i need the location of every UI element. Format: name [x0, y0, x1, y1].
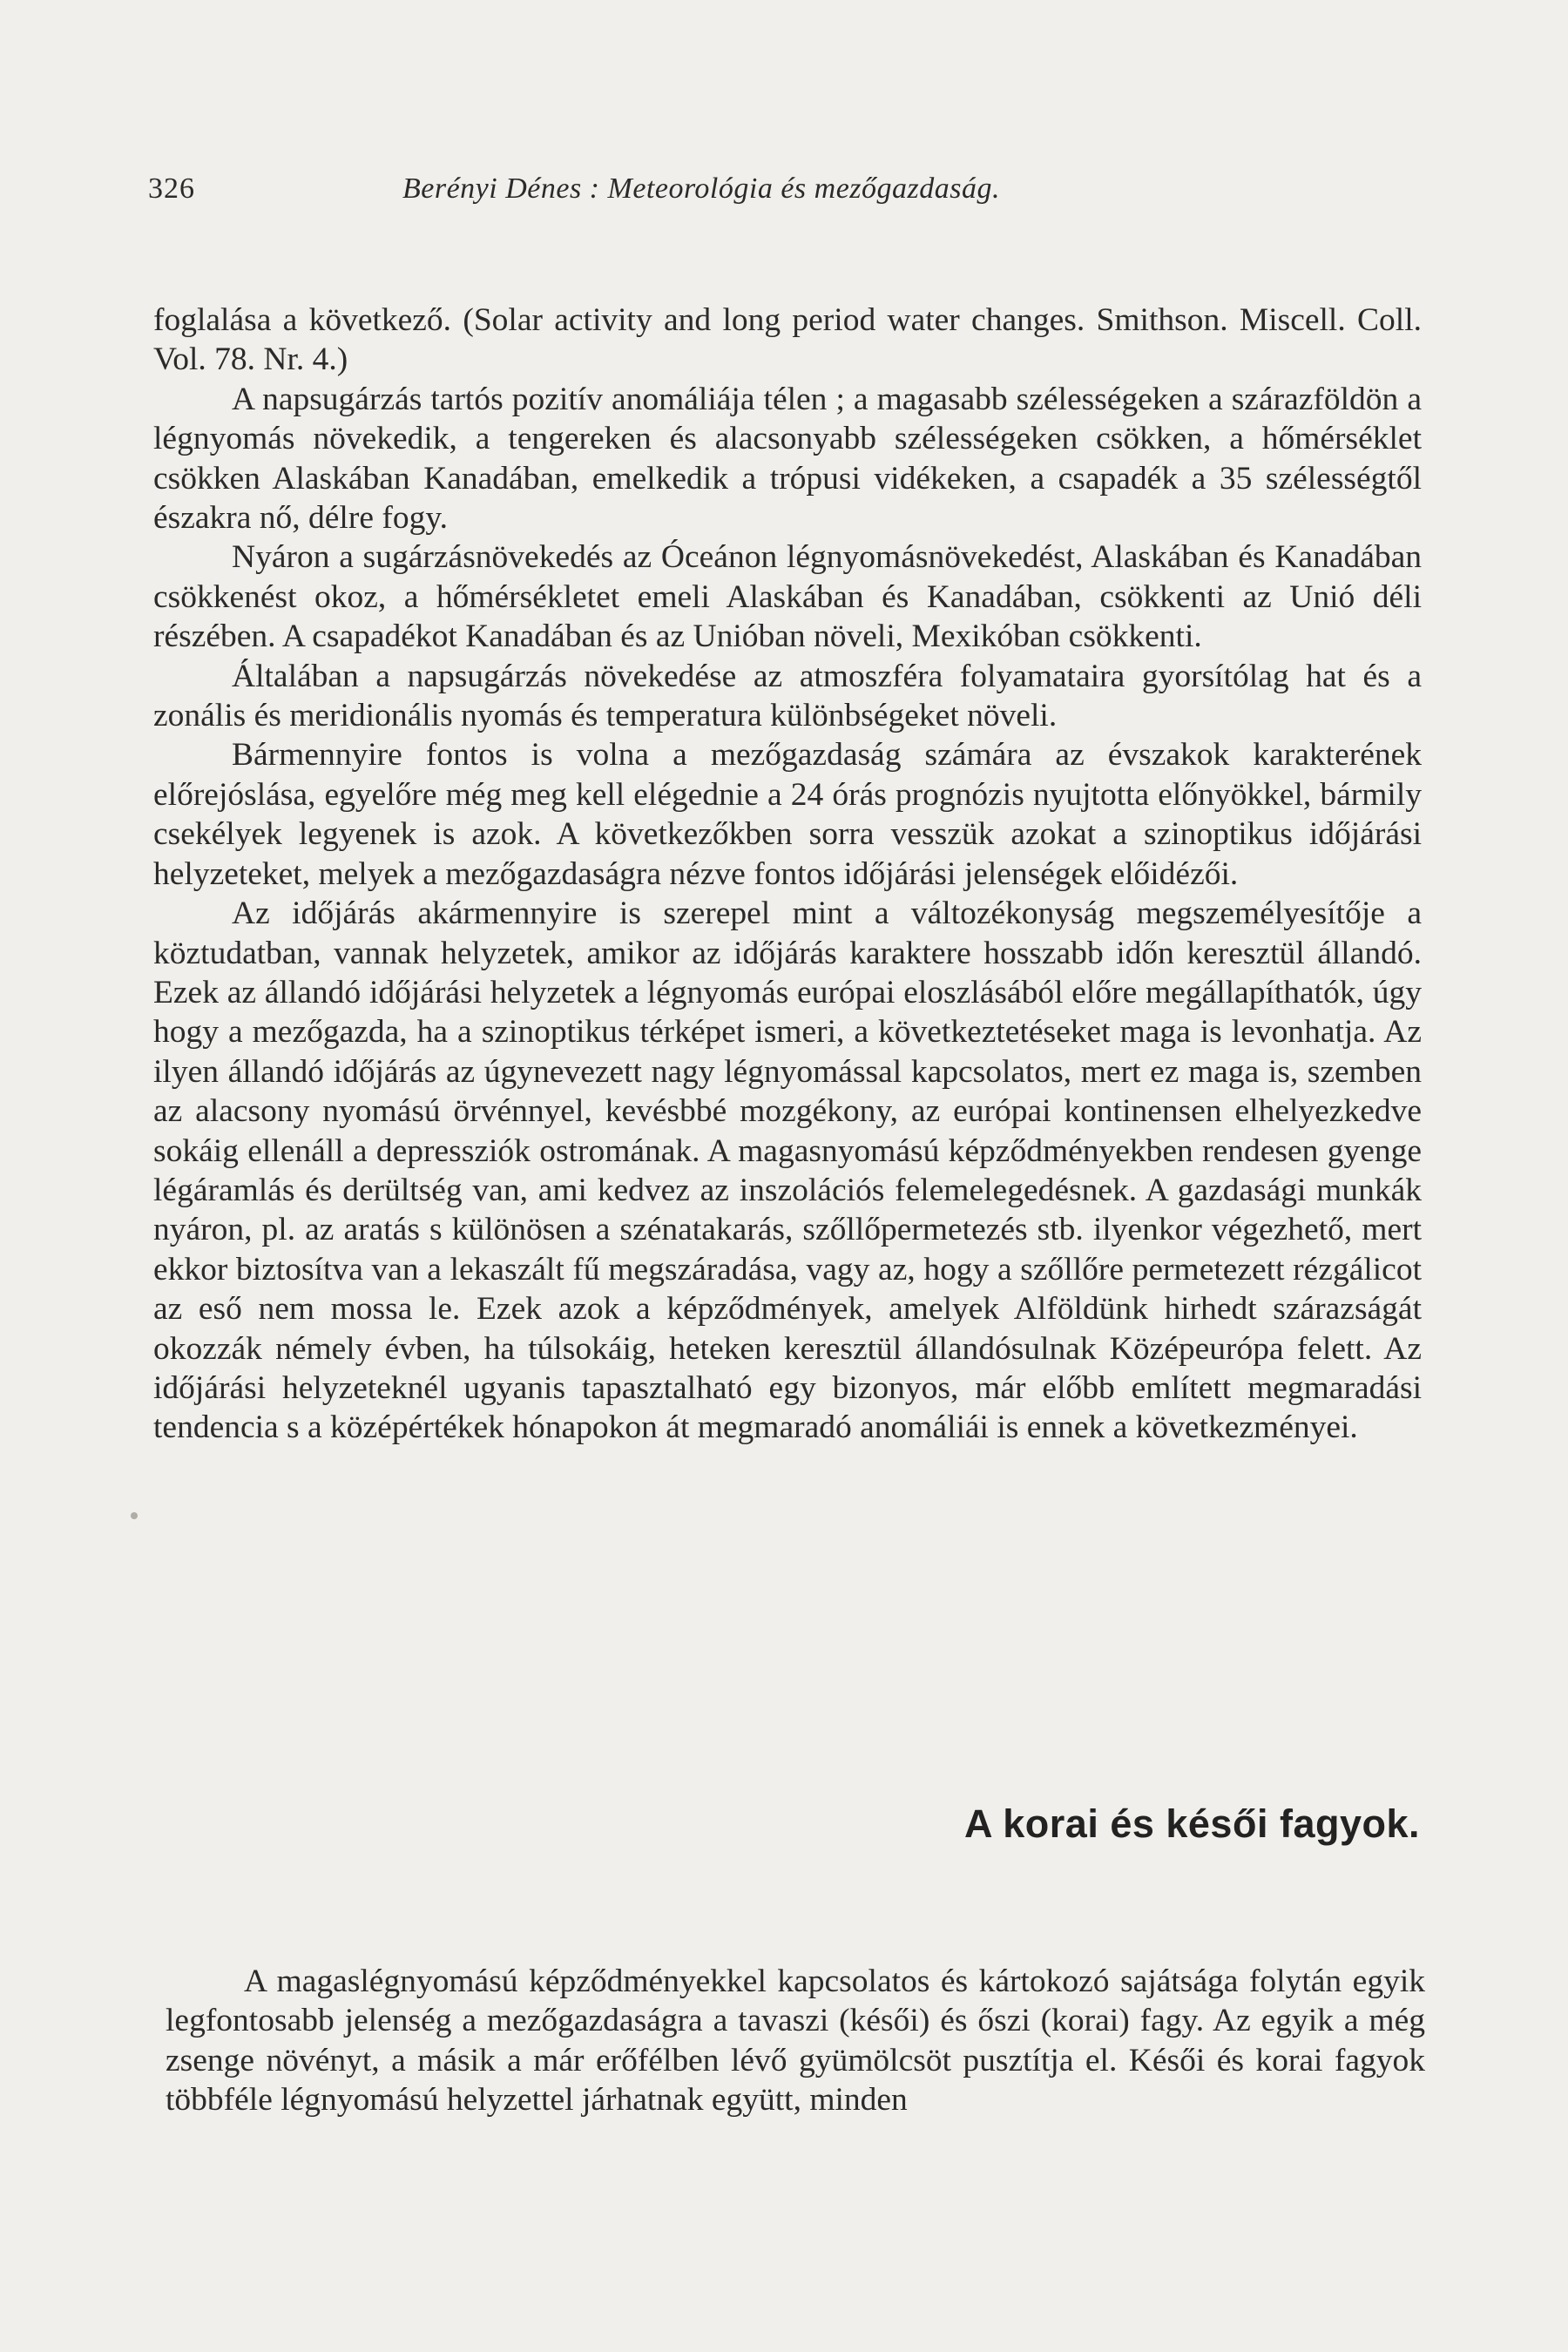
paragraph: Az időjárás akármennyire is szerepel mint a változékonyság megszemélyesítője a köztudatban, vannak helyzetek, amikor az időjárás karaktere hosszabb időn keresztül állandó. Ezek az állandó időjárási helyzetek a légnyomás európai eloszlásából előre megállapíthatók, úgy hogy a mezőgazda, ha a szinoptikus térképet ismeri, a következtetéseket maga is levonhatja. Az ilyen állandó időjárás az úgynevezett nagy légnyomással kapcsolatos, mert ez maga is, szemben az alacsony nyomású örvénnyel, kevésbbé mozgékony, az európai kontinensen elhelyezkedve sokáig ellenáll a depressziók ostromának. A magasnyomású képződményekben rendesen gyenge légáramlás és derültség van, ami kedvez az inszolációs felemelegedésnek. A gazdasági munkák nyáron, pl. az aratás s különösen a szénatakarás, szőllőpermetezés stb. ilyenkor végezhető, mert ekkor biztosítva van a lekaszált fű megszáradása, vagy az, hogy a szőllőre permetezett rézgálicot az eső nem mossa le. Ezek azok a képződmények, amelyek Alföldünk hirhedt szárazságát okozzák némely évben, ha túlsokáig, heteken keresztül állandósulnak Középeurópa felett. Az időjárási helyzeteknél ugyanis tapasztalható egy bizonyos, már előbb említett megmaradási tendencia s a középértékek hónapokon át megmaradó anomáliái is ennek a következményei.	[153, 896, 1422, 1446]
page-number: 326	[148, 172, 195, 205]
running-title: Berényi Dénes : Meteorológia és mezőgazdaság.	[402, 172, 1000, 205]
body-text	[153, 301, 1422, 1448]
paragraph: A napsugárzás tartós pozitív anomáliája télen ; a magasabb szélességeken a szárazföldön a légnyomás növekedik, a tengereken és alacsonyabb szélességeken csökken, a hőmérséklet csökken Alaskában Kanadában, emelkedik a trópusi vidékeken, a csapadék a 35 szélességtől északra nő, délre fogy.	[153, 381, 1422, 537]
paragraph: Nyáron a sugárzásnövekedés az Óceánon légnyomásnövekedést, Alaskában és Kanadában csökkenést okoz, a hőmérsékletet emeli Alaskában és Kanadában, csökkenti az Unió déli részében. A csapadékot Kanadában és az Unióban növeli, Mexikóban csökkenti.	[153, 539, 1422, 655]
section-heading: A korai és késői fagyok.	[963, 1801, 1420, 1846]
running-head	[148, 172, 1420, 225]
paragraph: Bármennyire fontos is volna a mezőgazdaság számára az évszakok karakterének előrejóslása, egyelőre még meg kell elégednie a 24 órás prognózis nyujtotta előnyökkel, bármily csekélyek legyenek is azok. A következőkben sorra vesszük azokat a szinoptikus időjárási helyzeteket, melyek a mezőgazdaságra nézve fontos időjárási jelenségek előidézői.	[153, 737, 1422, 892]
section-body	[166, 1962, 1425, 2120]
margin-mark	[131, 1512, 138, 1519]
paragraph: A magaslégnyomású képződményekkel kapcsolatos és kártokozó sajátsága folytán egyik legfontosabb jelenség a mezőgazdaságra a tavaszi (késői) és őszi (korai) fagy. Az egyik a még zsenge növényt, a másik a már erőfélben lévő gyümölcsöt pusztítja el. Késői és korai fagyok többféle légnyomású helyzettel járhatnak együtt, minden	[166, 1963, 1425, 2119]
paragraph-continuation: foglalása a következő. (Solar activity and long period water changes. Smithson. Miscell. Coll. Vol. 78. Nr. 4.)	[153, 302, 1422, 378]
paragraph: Általában a napsugárzás növekedése az atmoszféra folyamataira gyorsítólag hat és a zonális és meridionális nyomás és temperatura különbségeket növeli.	[153, 658, 1422, 734]
